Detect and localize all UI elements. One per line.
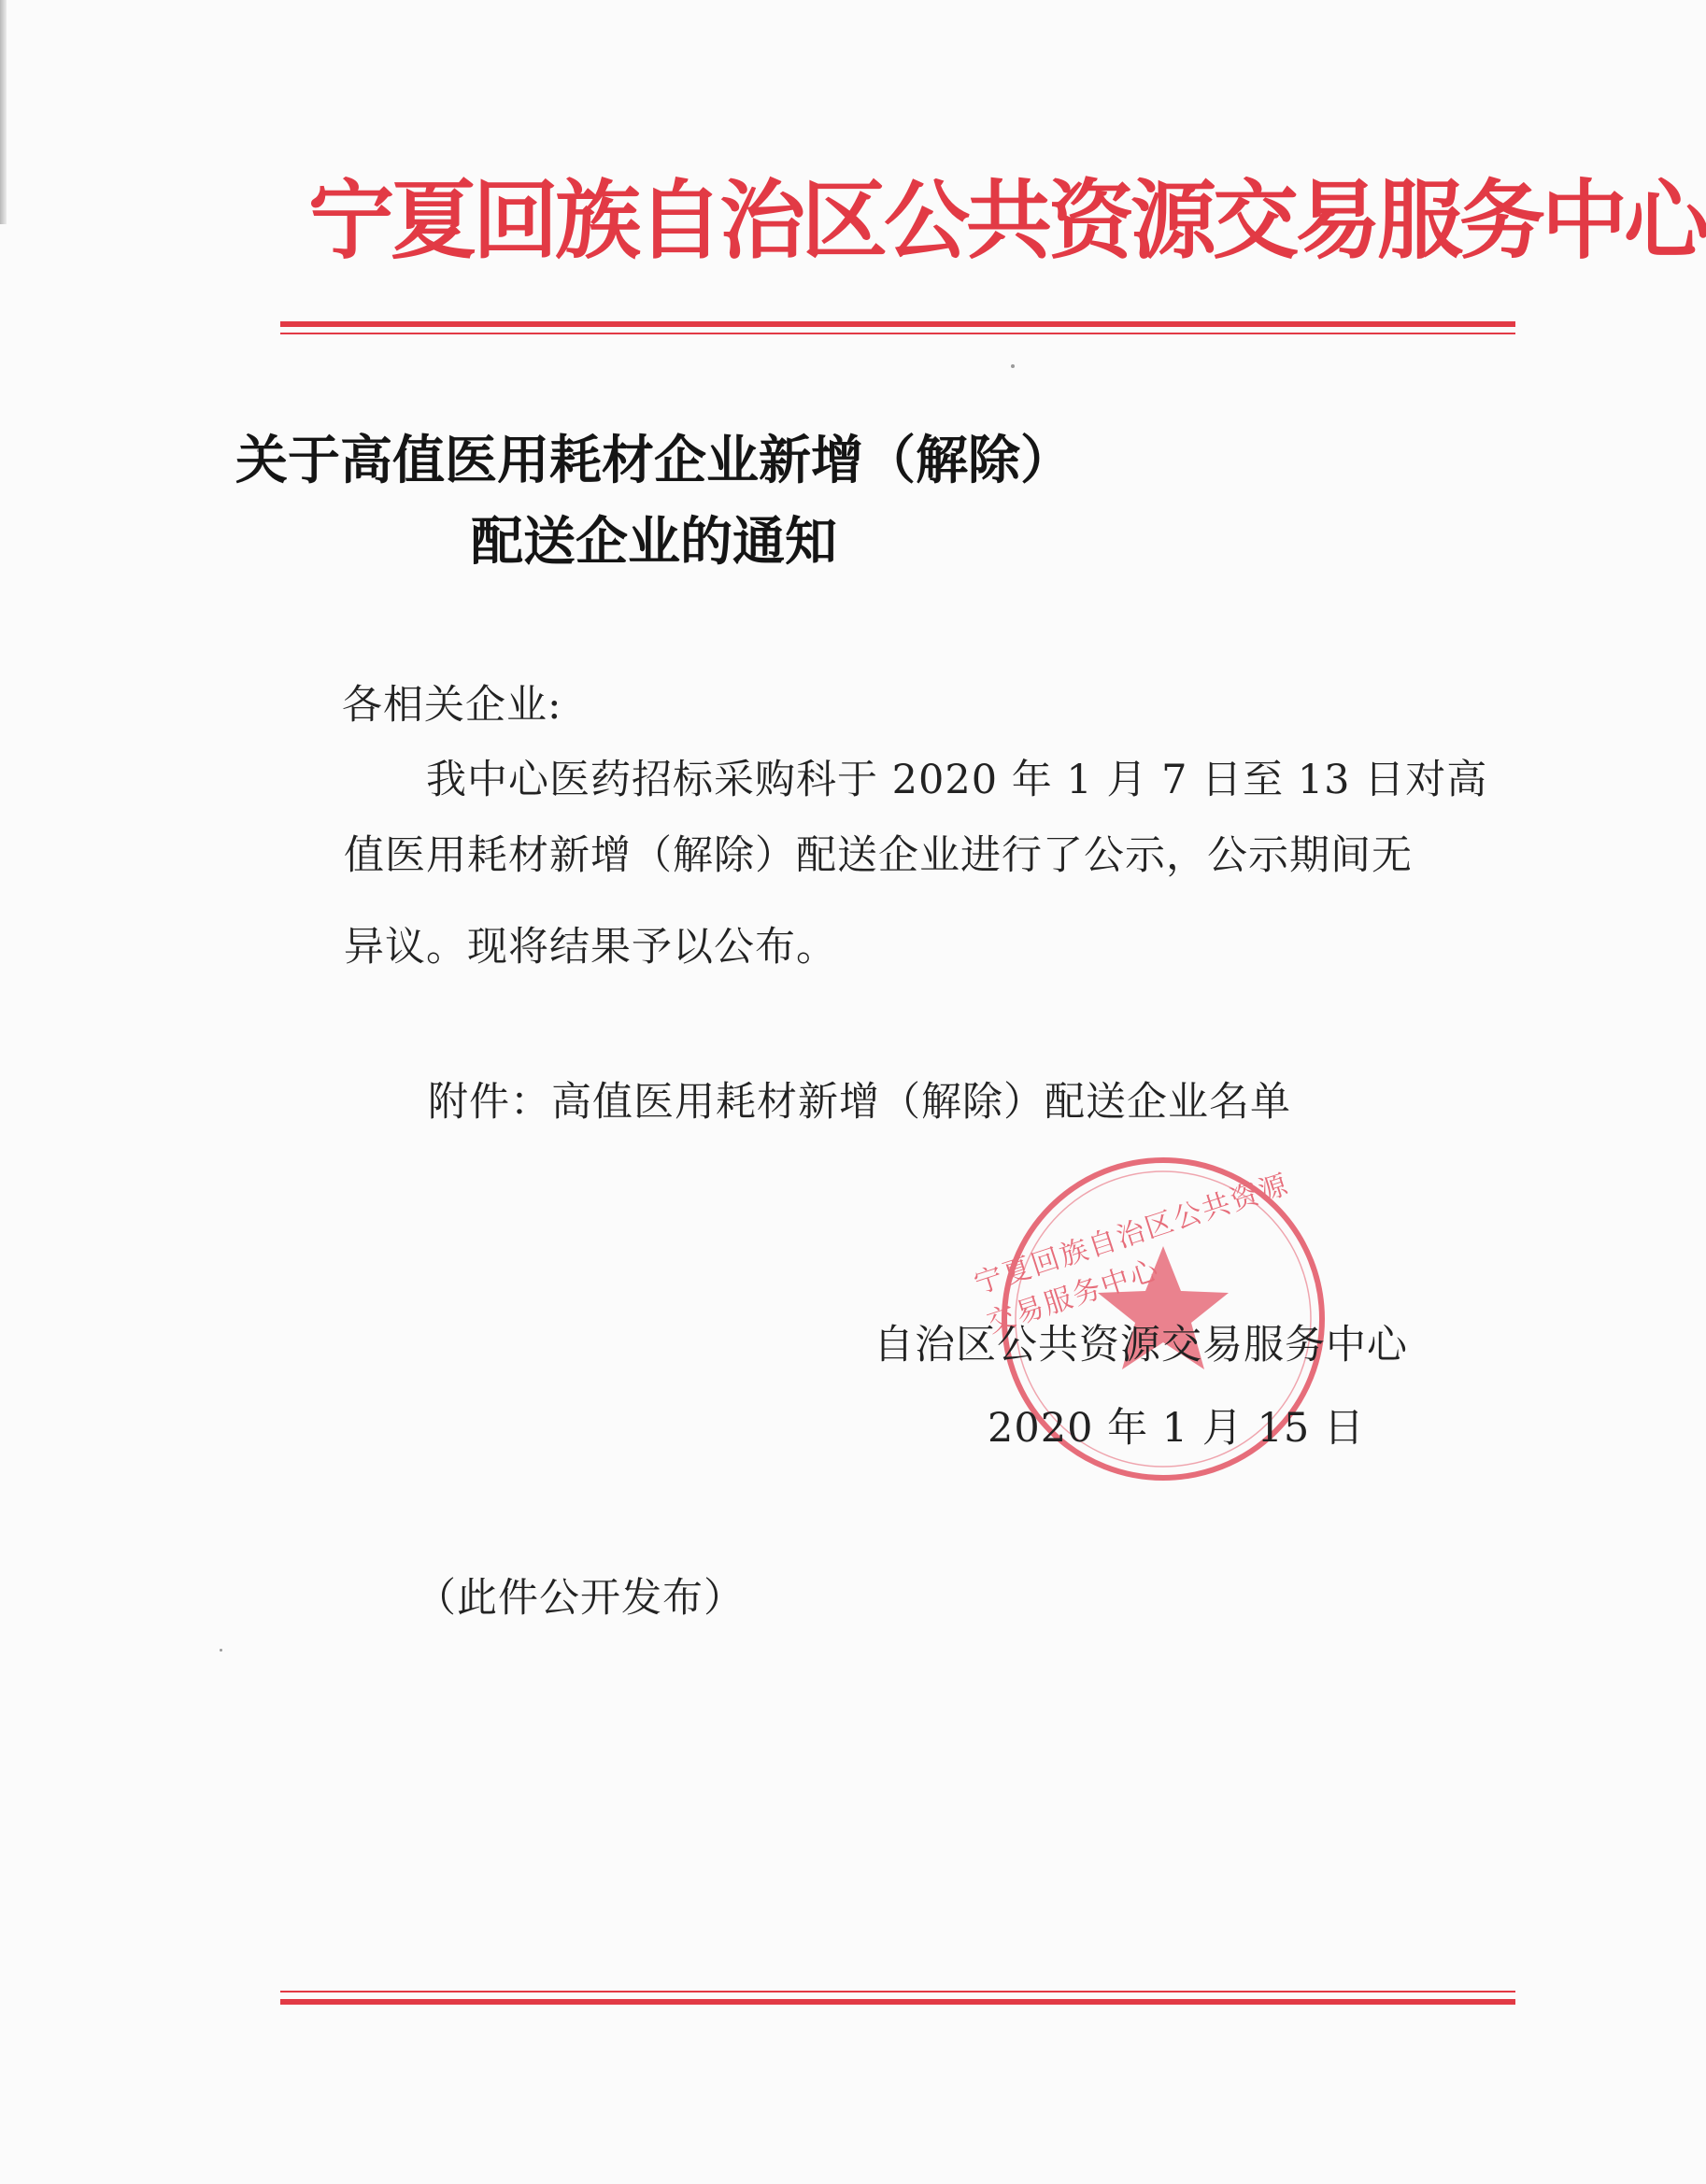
letterhead-org-name: 宁夏回族自治区公共资源交易服务中心 [308,170,1706,271]
scan-speck [220,1649,222,1652]
letterhead-rule-thick [280,321,1515,327]
footer-rule-thin [280,1991,1515,1993]
body-line-2: 值医用耗材新增（解除）配送企业进行了公示，公示期间无 [344,832,1413,879]
attachment-note: 附件：高值医用耗材新增（解除）配送企业名单 [428,1079,1291,1126]
signature-date: 2020 年 1 月 15 日 [988,1405,1365,1452]
publish-note: （此件公开发布） [416,1575,745,1622]
letterhead-rule-thin [280,333,1515,334]
body-line-3: 异议。现将结果予以公布。 [344,924,837,971]
body-line-1: 我中心医药招标采购科于 2020 年 1 月 7 日至 13 日对高 [426,757,1488,803]
signature-org: 自治区公共资源交易服务中心 [874,1322,1408,1369]
seal-text: 宁夏回族自治区公共资源交易服务中心 [970,1168,1294,1340]
scan-edge-shadow [0,0,7,224]
footer-rule-thick [280,1999,1515,2005]
document-title-line1: 关于高值医用耗材企业新增（解除） [235,430,1073,491]
scan-speck [1011,364,1015,368]
salutation: 各相关企业: [342,682,562,729]
document-title-line2: 配送企业的通知 [471,511,837,573]
